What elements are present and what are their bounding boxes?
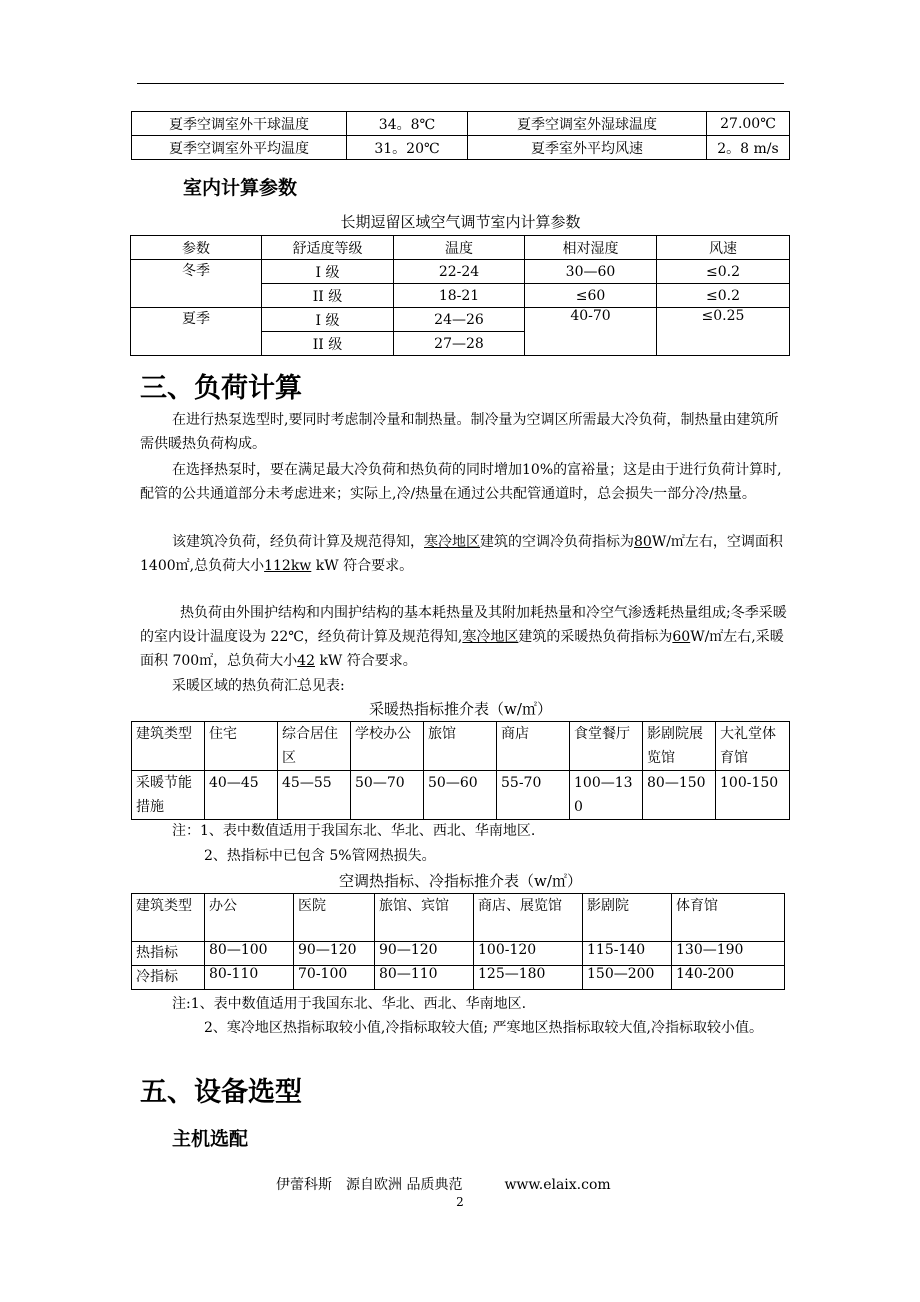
table-row: 采暖节能措施 40—45 45—55 50—70 50—60 55-70 100—130 80—150 100-150 xyxy=(132,771,790,820)
ac-table-caption: 空调热指标、冷指标推介表（w/㎡） xyxy=(339,872,582,890)
ac-index-table xyxy=(131,893,785,990)
equipment-heading: 五、设备选型 xyxy=(140,1077,302,1108)
table-row: 夏季空调室外平均温度 31。20℃ 夏季室外平均风速 2。8 m/s xyxy=(132,136,790,160)
outdoor-params-table xyxy=(131,111,790,160)
table-row: 夏季空调室外干球温度 34。8℃ 夏季空调室外湿球温度 27.00℃ xyxy=(132,112,790,136)
heating-note-2: 2、热指标中已包含 5%管网热损失。 xyxy=(204,848,436,864)
host-selection-heading: 主机选配 xyxy=(172,1128,249,1150)
table-row: 夏季 I 级 24—26 40-70 ≤0.25 xyxy=(131,308,790,332)
paragraph: 热负荷由外围护结构和内围护结构的基本耗热量及其附加耗热量和冷空气渗透耗热量组成;冬季采暖的室内设计温度设为 22℃，经负荷计算及规范得知,寒冷地区建筑的采暖热负荷指标为60W/㎡左右,采暖面积 700㎡，总负荷大小42 kW 符合要求。 xyxy=(140,605,787,669)
table-header-row: 建筑类型 住宅 综合居住区 学校办公 旅馆 商店 食堂餐厅 影剧院展览馆 大礼堂体育馆 xyxy=(132,722,790,771)
heating-table-caption: 采暖热指标推介表（w/㎡） xyxy=(369,700,552,718)
paragraph: 采暖区域的热负荷汇总见表: xyxy=(172,678,345,694)
table-header-row: 建筑类型 办公 医院 旅馆、宾馆 商店、展览馆 影剧院 体育馆 xyxy=(132,894,785,942)
load-calc-heading: 三、负荷计算 xyxy=(140,373,302,404)
header-rule xyxy=(137,83,784,84)
ac-note-1: 注:1、表中数值适用于我国东北、华北、西北、华南地区. xyxy=(172,996,527,1012)
table-row: II 级 27—28 xyxy=(131,332,790,356)
table-row: 热指标 80—100 90—120 90—120 100-120 115-140 130—190 xyxy=(132,942,785,966)
paragraph: 在选择热泵时，要在满足最大冷负荷和热负荷的同时增加10%的富裕量；这是由于进行负荷计算时,配管的公共通道部分未考虑进来；实际上,冷/热量在通过公共配管通道时，总会损失一部分冷/热量。 xyxy=(140,462,782,502)
page-number: 2 xyxy=(456,1195,464,1209)
table-row: 冷指标 80-110 70-100 80—110 125—180 150—200 140-200 xyxy=(132,966,785,990)
indoor-params-table xyxy=(130,235,790,356)
heating-note-1: 注：1、表中数值适用于我国东北、华北、西北、华南地区. xyxy=(172,823,536,839)
paragraph: 在进行热泵选型时,要同时考虑制冷量和制热量。制冷量为空调区所需最大冷负荷，制热量由建筑所需供暖热负荷构成。 xyxy=(140,412,779,452)
table-row: 冬季 I 级 22-24 30—60 ≤0.2 xyxy=(131,260,790,284)
table-header-row: 参数 舒适度等级 温度 相对湿度 风速 xyxy=(131,236,790,260)
ac-note-2: 2、寒冷地区热指标取较小值,冷指标取较大值; 严寒地区热指标取较大值,冷指标取较小值。 xyxy=(204,1020,763,1036)
heating-index-table xyxy=(131,721,790,820)
indoor-params-heading: 室内计算参数 xyxy=(183,177,298,199)
footer-text: 伊蕾科斯 源自欧洲 品质典范 www.elaix.com xyxy=(276,1177,611,1193)
table-row: II 级 18-21 ≤60 ≤0.2 xyxy=(131,284,790,308)
paragraph: 该建筑冷负荷，经负荷计算及规范得知，寒冷地区建筑的空调冷负荷指标为80W/㎡左右，空调面积 1400㎡,总负荷大小112kw kW 符合要求。 xyxy=(140,534,783,574)
indoor-table-caption: 长期逗留区域空气调节室内计算参数 xyxy=(340,213,581,231)
